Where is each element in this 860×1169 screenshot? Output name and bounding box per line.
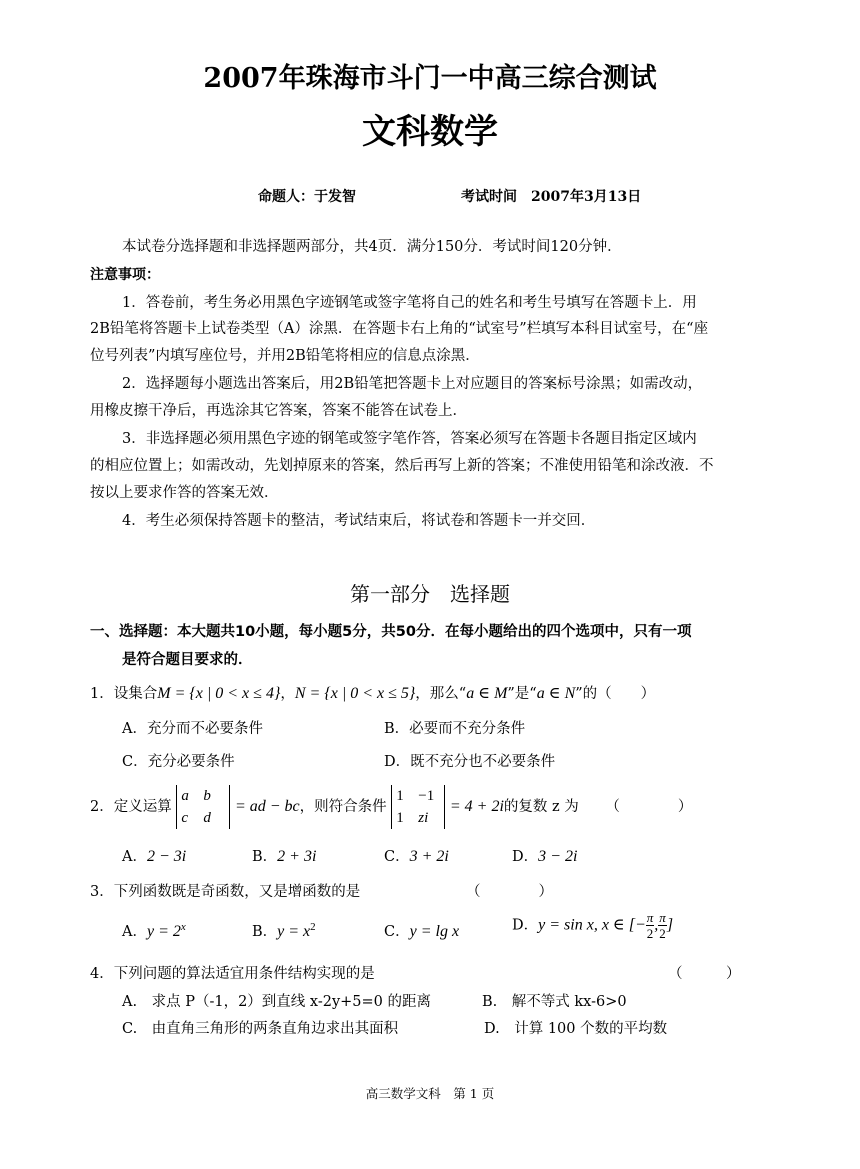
q2-option-a	[122, 845, 186, 866]
q3-option-d	[512, 910, 673, 941]
q2-answer-paren: （ ）	[605, 799, 693, 815]
q3-option-a	[122, 920, 186, 941]
exam-title: 2007年珠海市斗门一中高三综合测试	[203, 63, 657, 94]
q1-prefix: 1．设集合	[90, 686, 158, 702]
q2-d-value: 3 − 2i	[538, 848, 578, 865]
q2-c-value: 3 + 2i	[409, 848, 449, 865]
q2-b-value: 2 + 3i	[277, 848, 317, 865]
note-3-line-1: 3．非选择题必须用黑色字迹的钢笔或签字笔作答，答案必须写在答题卡各题目指定区域内	[122, 431, 697, 447]
question-3-stem: 3．下列函数既是奇函数，又是增函数的是	[90, 884, 361, 900]
question-2-stem	[90, 785, 692, 829]
author: 命题人：于发智	[258, 189, 356, 205]
q4-option-a: A. 求点 P（-1，2）到直线 x-2y+5=0 的距离	[122, 994, 432, 1010]
exam-time: 考试时间 2007年3月13日	[461, 189, 642, 205]
q1-set-m: M = {x | 0 < x ≤ 4}	[157, 685, 281, 702]
det2-b: −1	[418, 788, 435, 804]
q3-d-prefix: y = sin x, x ∈ [−	[538, 916, 646, 934]
q4-option-b: B. 解不等式 kx-6>0	[482, 994, 627, 1010]
question-1-stem	[90, 682, 655, 703]
q2-eq-2: = 4 + 2i	[449, 798, 504, 815]
q1-cond-2: a ∈ N	[536, 685, 576, 702]
q1-suffix: ”的（ ）	[575, 686, 656, 702]
q2-suffix: 的复数 z 为	[503, 799, 579, 815]
q3-a-label: A．	[122, 924, 147, 940]
q3-d-num-1: π	[646, 910, 654, 925]
q3-b-exponent: 2	[310, 921, 316, 934]
det2-c: 1	[396, 810, 404, 826]
note-3-line-2: 的相应位置上；如需改动，先划掉原来的答案，然后再写上新的答案；不准使用铅笔和涂改液．不	[90, 458, 714, 474]
q2-c-label: C．	[384, 849, 410, 865]
section-instructions-line-1: 一、选择题：本大题共10小题，每小题5分，共50分．在每小题给出的四个选项中，只有一项	[90, 624, 692, 640]
q2-option-b	[252, 845, 316, 866]
q2-mid: ，则符合条件	[299, 799, 387, 815]
q2-option-c	[384, 845, 449, 866]
q2-a-label: A．	[122, 849, 147, 865]
section-instructions-line-2: 是符合题目要求的．	[122, 652, 253, 668]
q3-d-fraction-2	[658, 910, 667, 941]
q2-eq-1: = ad − bc	[234, 798, 300, 815]
q2-b-label: B．	[252, 849, 278, 865]
q2-option-d	[512, 845, 577, 866]
section-title: 第一部分 选择题	[350, 582, 510, 606]
note-1-line-1: 1．答卷前，考生务必用黑色字迹钢笔或签字笔将自己的姓名和考生号填写在答题卡上．用	[122, 295, 697, 311]
q1-cond-1: a ∈ M	[466, 685, 508, 702]
q1-option-d: D．既不充分也不必要条件	[384, 754, 556, 770]
det2-d: zi	[418, 810, 429, 826]
q3-d-den-1: 2	[646, 926, 654, 941]
note-3-line-3: 按以上要求作答的答案无效．	[90, 485, 279, 501]
note-2-line-2: 用橡皮擦干净后，再选涂其它答案，答案不能答在试卷上．	[90, 403, 467, 419]
det2-a: 1	[396, 788, 404, 804]
det1-c: c	[181, 810, 189, 826]
q1-mid: ，那么“	[415, 686, 467, 702]
q4-answer-paren: （ ）	[668, 966, 741, 982]
det1-a: a	[181, 788, 189, 804]
q3-a-exponent: x	[180, 921, 186, 934]
q2-d-label: D．	[512, 849, 539, 865]
q2-a-value: 2 − 3i	[146, 848, 187, 865]
exam-summary: 本试卷分选择题和非选择题两部分，共4页．满分150分．考试时间120分钟．	[122, 239, 622, 255]
q3-option-b	[252, 920, 316, 941]
det1-d: d	[203, 810, 211, 826]
q3-c-label: C．	[384, 924, 410, 940]
q1-sep: ，	[280, 686, 295, 702]
question-4-stem: 4．下列问题的算法适宜用条件结构实现的是	[90, 966, 375, 982]
q3-b-base: y = x	[277, 923, 311, 940]
page-footer: 高三数学文科 第 1 页	[365, 1086, 495, 1101]
q4-option-d: D. 计算 100 个数的平均数	[484, 1021, 668, 1037]
q3-c-value: y = lg x	[409, 923, 460, 940]
q3-d-num-2: π	[659, 910, 666, 925]
q1-mid-2: ”是“	[507, 686, 537, 702]
q1-set-n: N = {x | 0 < x ≤ 5}	[294, 685, 416, 702]
q1-option-c: C．充分必要条件	[122, 754, 235, 770]
note-1-line-2: 2B铅笔将答题卡上试卷类型（A）涂黑．在答题卡右上角的“试室号”栏填写本科目试室号，在“座	[90, 321, 709, 337]
note-2-line-1: 2．选择题每小题选出答案后，用2B铅笔把答题卡上对应题目的答案标号涂黑；如需改动，	[122, 376, 703, 392]
notes-heading: 注意事项：	[90, 267, 160, 283]
note-1-line-3: 位号列表”内填写座位号，并用2B铅笔将相应的信息点涂黑．	[90, 348, 480, 364]
note-4: 4．考生必须保持答题卡的整洁，考试结束后，将试卷和答题卡一并交回．	[122, 513, 596, 529]
q1-option-b: B．必要而不充分条件	[384, 721, 526, 737]
q2-prefix: 2．定义运算	[90, 799, 172, 815]
q3-d-den-2: 2	[659, 926, 666, 941]
q3-d-suffix: ]	[666, 916, 674, 934]
det1-b: b	[203, 788, 211, 804]
q4-option-c: C. 由直角三角形的两条直角边求出其面积	[122, 1021, 399, 1037]
q3-d-label: D．	[512, 917, 539, 934]
q1-option-a: A．充分而不必要条件	[122, 721, 263, 737]
q3-d-comma: ,	[654, 916, 659, 934]
q3-b-label: B．	[252, 924, 278, 940]
q2-determinant-definition	[176, 785, 230, 829]
q3-answer-paren: （ ）	[466, 884, 553, 900]
subject-title: 文科数学	[362, 112, 498, 152]
q3-a-base: y = 2	[146, 923, 181, 940]
q2-determinant-condition	[391, 785, 445, 829]
q3-option-c	[384, 920, 459, 941]
